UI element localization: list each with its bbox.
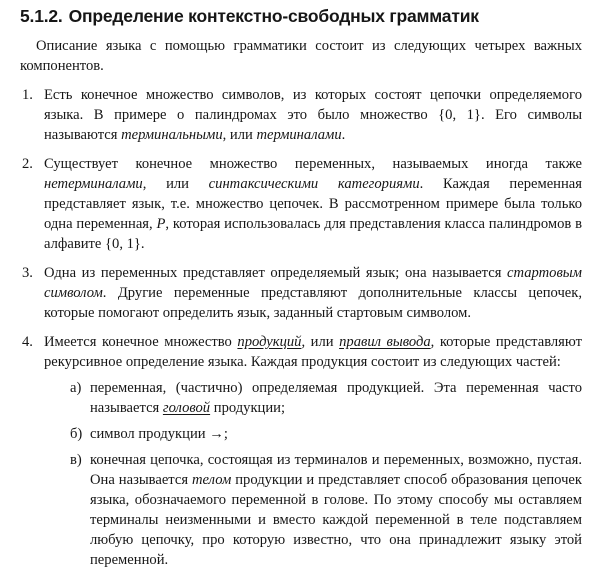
section-number: 5.1.2. bbox=[20, 6, 63, 26]
production-parts-list bbox=[44, 378, 582, 570]
term-syntactic-categories: синтаксическими категориями bbox=[208, 176, 420, 192]
list-item-1 bbox=[20, 85, 582, 145]
components-list bbox=[20, 85, 582, 570]
item-text: , которая использовалась для представления класса палиндромов в алфавите {0, 1}. bbox=[44, 216, 583, 252]
item-text: , или bbox=[301, 334, 340, 350]
term-head: головой bbox=[162, 400, 211, 416]
intro-paragraph: Описание языка с помощью грамматики состоит из следующих четырех важных компонентов. bbox=[20, 38, 582, 74]
item-text: . Каждая переменная представляет язык, т.е. множество цепочек. В рассмотренном примере была только одна переменная, bbox=[44, 176, 582, 232]
sub-text: продукции и представляет способ образования цепочек языка, обозначаемого переменной в голове. По этому способу мы оставляем терминалы неизменными и вместо каждой переменной в теле подставляем любую цепочку, про которую известно, что она принадлежит языку этой переменной. bbox=[90, 472, 582, 568]
item-text: , или bbox=[222, 127, 257, 143]
list-item-3 bbox=[20, 263, 582, 323]
term-start-symbol: стартовым символом bbox=[44, 265, 582, 301]
sub-text: символ продукции →; bbox=[90, 426, 228, 442]
term-body: телом bbox=[192, 472, 232, 488]
term-terminals: терминалами bbox=[256, 127, 342, 143]
sub-item-b bbox=[44, 424, 582, 444]
sub-marker: б) bbox=[70, 426, 83, 442]
section-heading bbox=[20, 6, 582, 27]
list-marker: 2. bbox=[22, 156, 33, 172]
sub-marker: а) bbox=[70, 380, 82, 396]
term-productions: продукций bbox=[237, 334, 302, 350]
item-text: Существует конечное множество переменных, называемых иногда также bbox=[44, 156, 582, 172]
sub-text: конечная цепочка, состоящая из терминалов и переменных, возможно, пустая. Она называется bbox=[90, 452, 582, 488]
sub-item-c bbox=[44, 450, 582, 570]
item-text: . Другие переменные представляют дополнительные классы цепочек, которые помогают определить язык, заданный стартовым символом. bbox=[44, 285, 582, 321]
list-marker: 1. bbox=[22, 87, 33, 103]
sub-marker: в) bbox=[70, 452, 82, 468]
list-marker: 4. bbox=[22, 334, 33, 350]
list-item-4 bbox=[20, 332, 582, 570]
sub-text: переменная, (частично) определяемая продукцией. Эта переменная часто называется bbox=[90, 380, 582, 416]
section-title: Определение контекстно-свободных грамматик bbox=[68, 6, 479, 26]
term-derivation-rules: правил вывода bbox=[339, 334, 431, 350]
item-text: Есть конечное множество символов, из которых состоят цепочки определяемого языка. В примере о палиндромах это было множество {0, 1}. Его символы называются bbox=[44, 87, 582, 143]
list-marker: 3. bbox=[22, 265, 33, 281]
sub-text: продукции; bbox=[210, 400, 286, 416]
item-text: , которые представляют рекурсивное определение языка. Каждая продукция состоит из следующих частей: bbox=[44, 334, 582, 370]
term-nonterminals: нетерминалами bbox=[44, 176, 143, 192]
term-terminal: терминальными bbox=[121, 127, 223, 143]
item-text: , или bbox=[142, 176, 209, 192]
variable-p: P bbox=[156, 216, 166, 232]
item-text: Одна из переменных представляет определяемый язык; она называется bbox=[44, 265, 508, 281]
list-item-2 bbox=[20, 154, 582, 254]
item-text: Имеется конечное множество bbox=[44, 334, 238, 350]
item-text: . bbox=[341, 127, 346, 143]
sub-item-a bbox=[44, 378, 582, 418]
